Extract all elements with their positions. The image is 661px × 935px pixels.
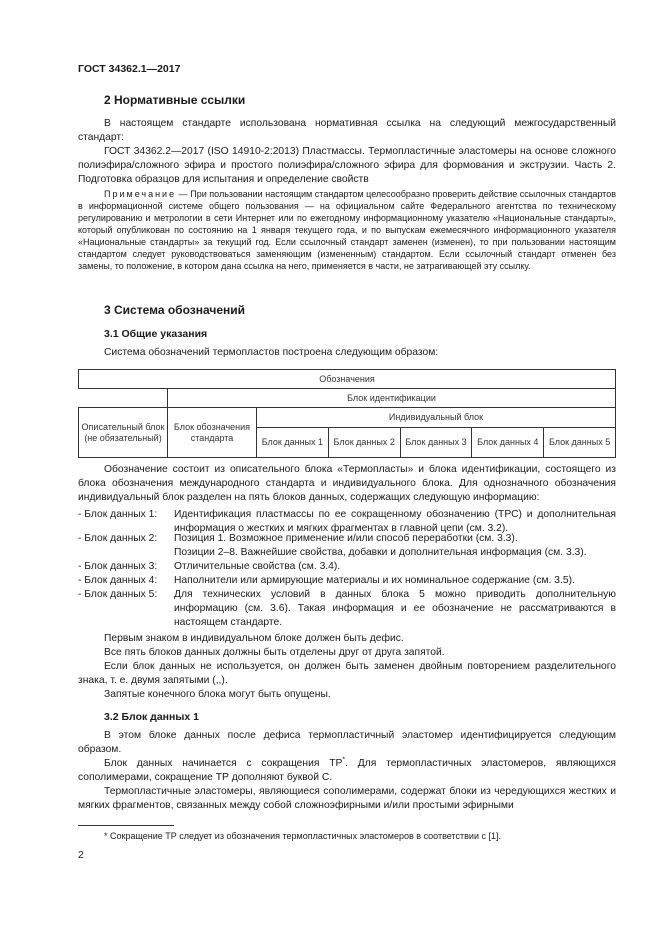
note-label: Примечание: [104, 189, 177, 199]
section-3-paragraph-5: Если блок данных не используется, он должен быть заменен двойным повторением разделительного знака, т. е. двумя запятыми (,,).: [78, 661, 616, 686]
table-cell-identification-block: Блок идентификации: [168, 389, 616, 408]
page-number: 2: [78, 849, 84, 861]
section-2-title: 2 Нормативные ссылки: [104, 93, 246, 107]
document-header: ГОСТ 34362.1—2017: [78, 63, 181, 75]
footnote-divider: [78, 825, 174, 826]
table-cell-descriptive-block: Описательный блок (не обязательный): [79, 408, 168, 458]
section-3-paragraph-6: Запятые конечного блока могут быть опущены.: [104, 689, 331, 700]
section-3-2-paragraph-1: В этом блоке данных после дефиса термопластичный эластомер идентифицируется следующим образом.: [78, 730, 616, 755]
section-3-2-paragraph-3: Термопластичные эластомеры, являющиеся сополимерами, содержат блоки из чередующихся жестких и мягких фрагментов, связанных между собой сложноэфирными и/или простыми эфирными: [78, 786, 616, 811]
table-cell-individual-block: Индивидуальный блок: [257, 408, 616, 428]
table-cell-data-block: Блок данных 3: [400, 428, 472, 458]
designation-table: [78, 369, 616, 458]
subsection-3-2-title: 3.2 Блок данных 1: [104, 711, 199, 723]
table-cell-data-block: Блок данных 2: [328, 428, 400, 458]
section-3-2-paragraph-2: Блок данных начинается с сокращения ТР*. Для термопластичных эластомеров, являющихся сополимерами, сокращение ТР дополняют буквой С.: [78, 756, 616, 783]
table-cell-data-block: Блок данных 5: [544, 428, 616, 458]
section-3-paragraph-3: Первым знаком в индивидуальном блоке должен быть дефис.: [104, 633, 404, 644]
subsection-3-1-title: 3.1 Общие указания: [104, 328, 208, 340]
table-cell-designations: Обозначения: [79, 370, 616, 389]
section-2-note: [78, 188, 616, 272]
note-text: — При пользовании настоящим стандартом целесообразно проверить действие ссылочных стандартов в информационной системе общего пользования — на официальном сайте Федерального агентства по техническому регулированию и метрологии в сети Интернет или по ежегодному информационному указателю «Национальные стандарты», который опубликован по состоянию на 1 января текущего года, и по выпускам ежемесячного информационного указателя «Национальные стандарты» за текущий год. Если ссылочный стандарт заменен (изменен), то при пользовании настоящим стандартом следует руководствоваться заменяющим (измененным) стандартом. Если ссылочный стандарт отменен без замены, то положение, в котором дана ссылка на него, применяется в части, не затрагивающей эту ссылку.: [78, 189, 616, 271]
section-3-paragraph-2: Обозначение состоит из описательного блока «Термопласты» и блока идентификации, состоящего из блока обозначения международного стандарта и индивидуального блока. Для однозначного обозначения индивидуальный блок разделен на пять блоков данных, содержащих следующую информацию:: [78, 464, 616, 503]
section-3-paragraph-4: Все пять блоков данных должны быть отделены друг от друга запятой.: [104, 647, 445, 658]
table-cell-empty: [79, 389, 168, 408]
table-cell-data-block: Блок данных 4: [472, 428, 544, 458]
table-cell-data-block: Блок данных 1: [257, 428, 329, 458]
table-cell-standard-block: Блок обозначения стандарта: [168, 408, 257, 458]
section-2-reference: ГОСТ 34362.2—2017 (ISO 14910-2:2013) Пластмассы. Термопластичные эластомеры на основе сложного полиэфира/сложного эфира и простого полиэфира/сложного эфира для формования и экструзии. Часть 2. Подготовка образцов для испытания и определение свойств: [78, 146, 616, 185]
section-2-paragraph-1: В настоящем стандарте использована нормативная ссылка на следующий межгосударственный стандарт:: [78, 118, 616, 143]
footnote-marker: *: [342, 756, 346, 764]
footnote: * Сокращение ТР следует из обозначения термопластичных эластомеров в соответствии с [1].: [104, 831, 501, 841]
section-3-title: 3 Система обозначений: [104, 303, 245, 317]
section-3-paragraph-1: Система обозначений термопластов построена следующим образом:: [104, 347, 439, 358]
